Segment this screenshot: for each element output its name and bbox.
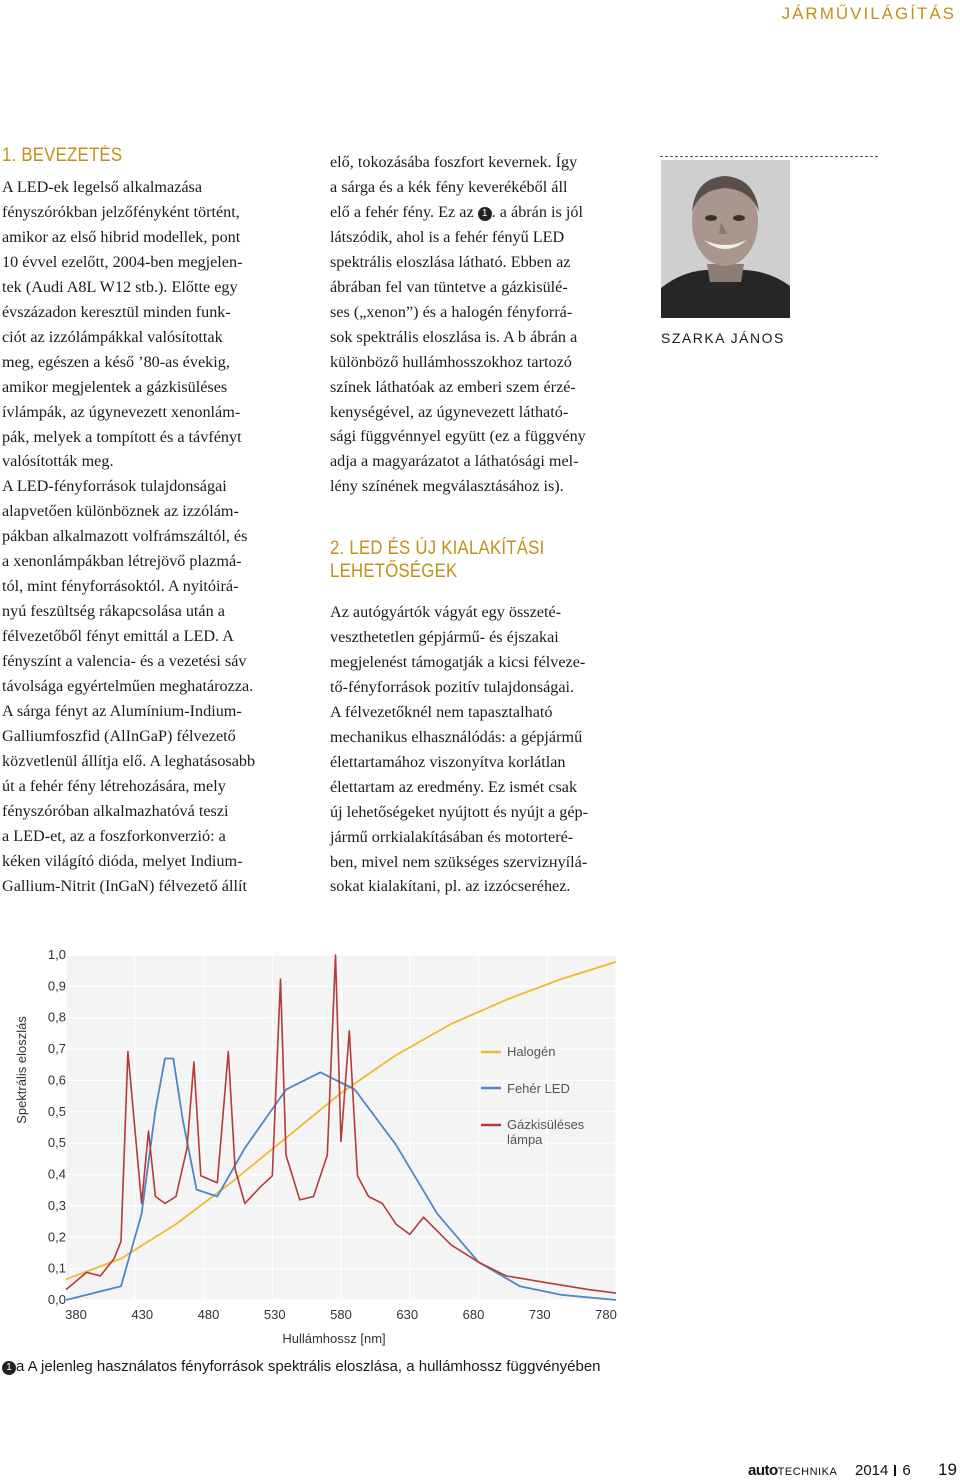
portrait-image <box>661 160 790 318</box>
text-line: a sárga és a kék fény keverékéből áll <box>330 177 568 196</box>
y-tick-label: 0,9 <box>47 978 66 994</box>
text-line: tek (Audi A8L W12 stb.). Előtte egy <box>2 277 238 296</box>
text-line: fényszóróban alkalmazhatóvá teszi <box>2 801 229 820</box>
text-line: spektrális eloszlása látható. Ebben az <box>330 252 571 271</box>
logo-rest: TECHNIKA <box>777 1466 838 1478</box>
text-line: amikor megjelentek a gázkisüléses <box>2 377 228 396</box>
column-2-paragraph-2 <box>330 600 640 899</box>
text-line: sok spektrális eloszlása is. A b ábrán a <box>330 327 578 346</box>
text-line: ben, mivel nem szükséges szervizнyílá- <box>330 852 588 871</box>
text-line: új lehetőségeket nyújtott és nyújt a gép- <box>330 802 589 821</box>
x-tick-label: 580 <box>330 1307 352 1322</box>
text-line: A félvezetőknél nem tapasztalható <box>330 702 553 721</box>
text-line: alapvetően különböznek az izzólám- <box>2 502 239 521</box>
x-tick-label: 480 <box>197 1307 220 1322</box>
caption-text: a A jelenleg használatos fényforrások spektrális eloszlása, a hullámhossz függvényében <box>16 1358 601 1375</box>
x-tick-label: 630 <box>396 1307 419 1322</box>
text-line: ívlámpák, az úgynevezett xenonlám- <box>2 402 241 421</box>
issue-separator <box>894 1465 896 1476</box>
author-box-divider <box>660 156 878 158</box>
text-line: élettartam az eredmény. Ez ismét csak <box>330 777 578 796</box>
y-axis-label: Spektrális eloszlás <box>14 1016 29 1124</box>
text-line: Gallium-Nitrit (InGaN) félvezető állít <box>2 876 247 895</box>
text-line: látszódik, ahol is a fehér fényű LED <box>330 227 565 246</box>
y-tick-label: 0,5 <box>47 1135 66 1151</box>
text-line: a LED-et, az a foszforkonverzió: a <box>2 826 226 845</box>
text-line: adja a magyarázatot a láthatósági mel- <box>330 452 579 471</box>
spectral-distribution-chart <box>0 945 640 1350</box>
text-line: különböző hullámhosszokhoz tartozó <box>330 352 572 371</box>
x-tick-label: 380 <box>65 1307 87 1322</box>
text-line: A sárga fényt az Alumínium-Indium- <box>2 702 242 721</box>
text-line: pákban alkalmazott volfrámszáltól, és <box>2 527 248 546</box>
y-tick-label: 0,8 <box>47 1009 66 1025</box>
logo-bold: auto <box>748 1462 778 1479</box>
text-line: évszázadon keresztül minden funk- <box>2 302 231 321</box>
text-line: lény színének megválasztásához is). <box>330 477 564 496</box>
text-line: sokat kialakítani, pl. az izzócseréhez. <box>330 877 571 896</box>
text-line: Az autógyártók vágyát egy összeté- <box>330 603 562 621</box>
y-tick-label: 0,1 <box>47 1260 66 1276</box>
text-line: félvezetőből fényt emittál a LED. A <box>2 627 234 646</box>
column-2-text <box>330 150 640 499</box>
text-line: a xenonlámpákban létrejövő plazmá- <box>2 552 242 571</box>
text-line: mechanikus elhasználódás: a gépjármű <box>330 727 583 746</box>
section-1-title: 1. BEVEZETÉS <box>2 145 123 166</box>
y-tick-label: 0,0 <box>47 1292 66 1307</box>
x-tick-label: 780 <box>595 1307 617 1322</box>
x-axis-label: Hullámhossz [nm] <box>282 1331 386 1346</box>
text-line: kenységével, az úgynevezett látható- <box>330 402 569 421</box>
text-line: valósították meg. <box>2 452 114 471</box>
text-line: nyú feszültség rákapcsolása után a <box>2 602 225 621</box>
issue-number: 6 <box>902 1462 911 1479</box>
text-fragment: elő a fehér fény. Ez az <box>330 202 474 221</box>
figure-marker-icon: 1 <box>2 1361 16 1375</box>
text-line: út a fehér fény létrehozására, mely <box>2 776 226 795</box>
figure-caption <box>2 1356 622 1377</box>
section-2-title <box>330 537 545 583</box>
author-photo <box>661 160 790 318</box>
y-tick-label: 0,6 <box>47 1072 66 1088</box>
page-number: 19 <box>938 1460 957 1479</box>
text-line: távolsága egyértelműen meghatározza. <box>2 677 254 696</box>
y-tick-label: 0,5 <box>47 1103 66 1119</box>
section-2-title-line: LEHETŐSÉGEK <box>330 561 458 582</box>
text-line: elő, tokozásába foszfort kevernek. Így <box>330 153 578 171</box>
x-tick-label: 430 <box>131 1307 154 1322</box>
issue-year: 2014 <box>855 1462 889 1479</box>
column-1-text <box>2 175 314 899</box>
text-line: ábrában fel van tüntetve a gázkisülé- <box>330 277 568 296</box>
y-tick-label: 0,4 <box>47 1166 66 1182</box>
text-line: színek láthatóak az emberi szem érzé- <box>330 377 576 396</box>
x-tick-label: 680 <box>462 1307 485 1322</box>
text-line: tól, mint fényforrásoktól. A nyitóirá- <box>2 577 239 596</box>
section-2-title-line: 2. LED ÉS ÚJ KIALAKÍTÁSI <box>330 538 545 559</box>
author-name: SZARKA JÁNOS <box>661 330 785 346</box>
y-tick-label: 0,2 <box>47 1229 66 1245</box>
figure-marker-icon: 1 <box>478 207 492 221</box>
y-tick-label: 0,3 <box>47 1197 66 1213</box>
text-line: A LED-fényforrások tulajdonságai <box>2 477 227 496</box>
text-line: közvetlenül állítja elő. A leghatásosabb <box>2 751 256 770</box>
legend-label: Halogén <box>507 1044 556 1059</box>
x-tick-label: 530 <box>263 1307 286 1322</box>
text-line: veszthetetlen gépjármű- és éjszakai <box>330 627 559 646</box>
text-line: jármű orrkialakításában és motorteré- <box>330 827 574 846</box>
legend-label: Gázkisüléses lámpa <box>507 1117 585 1147</box>
magazine-logo <box>748 1462 837 1479</box>
text-line: megjelenést támogatják a kicsi félveze- <box>330 652 586 671</box>
text-line: amikor az első hibrid modellek, pont <box>2 227 241 246</box>
text-line: pák, melyek a tompított és a távfényt <box>2 427 242 446</box>
text-line: A LED-ek legelső alkalmazása <box>2 178 203 196</box>
text-line: ses („xenon”) és a halogén fényforrá- <box>330 302 573 321</box>
issue-info <box>855 1462 911 1479</box>
section-tag: JÁRMŰVILÁGÍTÁS <box>781 4 956 23</box>
legend-label: Fehér LED <box>507 1081 570 1096</box>
text-line: fényszórókban jelzőfényként történt, <box>2 202 240 221</box>
y-tick-label: 0,7 <box>47 1041 66 1057</box>
x-tick-label: 730 <box>528 1307 551 1322</box>
text-line: élettartamához viszonyítva korlátlan <box>330 752 566 771</box>
text-line: sági függvénnyel együtt (ez a függvény <box>330 427 586 446</box>
text-line: 10 évvel ezelőtt, 2004-ben megjelen- <box>2 252 243 271</box>
y-tick-label: 1,0 <box>47 947 66 962</box>
text-line: kéken világító dióda, melyet Indium- <box>2 851 243 870</box>
text-line: meg, egészen a késő ’80-as évekig, <box>2 352 230 371</box>
text-line: fényszínt a valencia- és a vezetési sáv <box>2 652 247 671</box>
text-fragment: . a ábrán is jól <box>491 202 583 221</box>
text-line: Galliumfoszfid (AlInGaP) félvezető <box>2 726 236 745</box>
text-line <box>330 200 640 225</box>
text-line: ciót az izzólámpákkal valósítottak <box>2 327 223 346</box>
text-line: tő-fényforrások pozitív tulajdonságai. <box>330 677 575 696</box>
